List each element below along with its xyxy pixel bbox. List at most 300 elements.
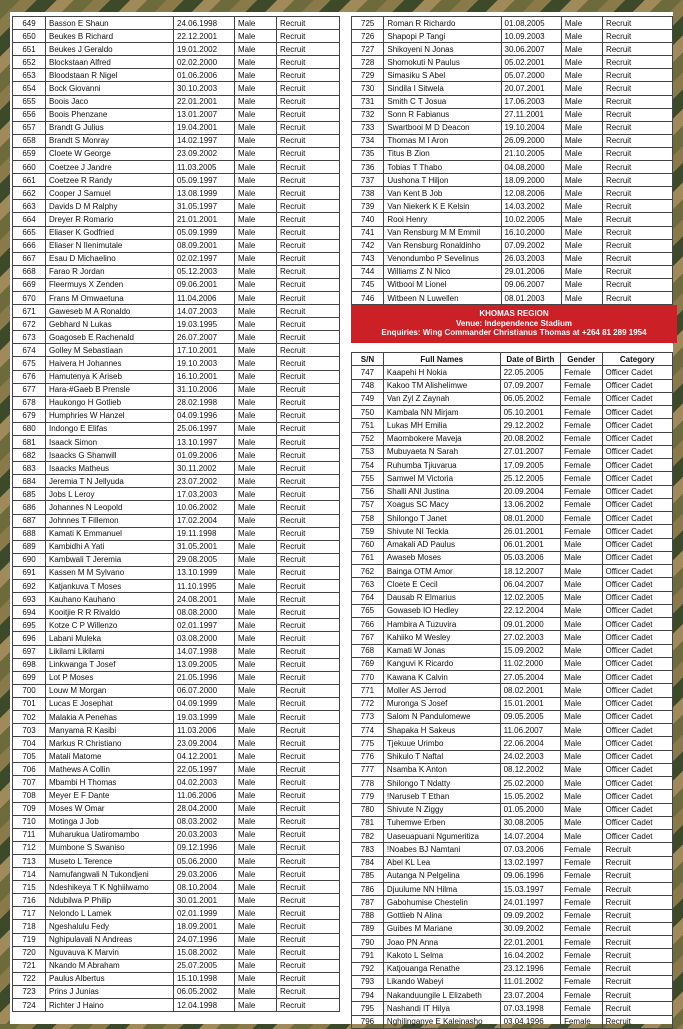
cell-full-name: Smith C T Josua <box>384 95 501 108</box>
cell-full-name: Witbeen N Luwellen <box>384 291 501 304</box>
cell-full-name: Shapopi P Tangi <box>384 30 501 43</box>
cell-gender: Male <box>235 881 277 894</box>
cell-category: Recruit <box>277 239 340 252</box>
cell-date-of-birth: 31.05.1997 <box>174 200 235 213</box>
cell-sn: 786 <box>352 883 384 896</box>
table-row <box>13 841 340 854</box>
cell-full-name: Basson E Shaun <box>46 17 174 30</box>
cell-gender: Male <box>561 147 602 160</box>
cell-category: Recruit <box>602 147 672 160</box>
cell-category: Recruit <box>602 869 673 882</box>
cell-date-of-birth: 08.12.2002 <box>500 763 560 776</box>
cell-date-of-birth: 09.09.2002 <box>500 909 560 922</box>
table-row <box>352 445 673 458</box>
cell-date-of-birth: 05.10.2001 <box>500 406 560 419</box>
table-row <box>352 459 673 472</box>
cell-gender: Female <box>561 406 602 419</box>
cell-category: Recruit <box>602 43 672 56</box>
cell-sn: 742 <box>352 239 384 252</box>
cell-sn: 679 <box>13 409 46 422</box>
cell-category: Officer Cadet <box>602 803 673 816</box>
cell-gender: Female <box>561 512 602 525</box>
cell-date-of-birth: 14.07.2003 <box>174 305 235 318</box>
cell-full-name: Van Kent B Job <box>384 187 501 200</box>
cell-category: Recruit <box>277 645 340 658</box>
cell-category: Recruit <box>277 396 340 409</box>
cell-sn: 726 <box>352 30 384 43</box>
cell-gender: Male <box>235 828 277 841</box>
cell-gender: Male <box>235 999 277 1012</box>
cell-sn: 701 <box>13 697 46 710</box>
table-row <box>352 379 673 392</box>
cell-sn: 658 <box>13 134 46 147</box>
cell-sn: 772 <box>352 697 384 710</box>
cell-sn: 788 <box>352 909 384 922</box>
cell-category: Recruit <box>277 868 340 881</box>
cell-date-of-birth: 13.09.2005 <box>174 658 235 671</box>
cell-gender: Male <box>235 108 277 121</box>
cell-date-of-birth: 14.07.1998 <box>174 645 235 658</box>
cell-full-name: Kakoto L Selma <box>383 949 500 962</box>
cell-category: Recruit <box>277 527 340 540</box>
cell-category: Recruit <box>602 239 672 252</box>
cell-date-of-birth: 08.08.2000 <box>174 606 235 619</box>
cell-full-name: Boois Phenzane <box>46 108 174 121</box>
cell-gender: Male <box>235 553 277 566</box>
cell-category: Recruit <box>602 134 672 147</box>
cell-category: Officer Cadet <box>602 578 673 591</box>
cell-date-of-birth: 14.03.2002 <box>501 200 561 213</box>
table-row <box>352 366 673 379</box>
cell-date-of-birth: 26.07.2007 <box>174 331 235 344</box>
cell-gender: Male <box>561 777 602 790</box>
cell-gender: Female <box>561 366 602 379</box>
cell-sn: 765 <box>352 604 384 617</box>
table-row <box>352 936 673 949</box>
cell-full-name: Katjankuva T Moses <box>46 580 174 593</box>
cell-category: Recruit <box>602 962 673 975</box>
cell-full-name: Rooi Henry <box>384 213 501 226</box>
cell-category: Recruit <box>277 802 340 815</box>
cell-gender: Male <box>561 750 602 763</box>
cell-full-name: Muharukua Uatiromambo <box>46 828 174 841</box>
cell-full-name: Isaack Simon <box>46 436 174 449</box>
cell-date-of-birth: 17.03.2003 <box>174 488 235 501</box>
table-row <box>352 406 673 419</box>
cell-gender: Male <box>561 17 602 30</box>
cell-sn: 659 <box>13 147 46 160</box>
cell-sn: 764 <box>352 591 384 604</box>
cell-full-name: Isaacks G Shanwill <box>46 449 174 462</box>
cell-date-of-birth: 01.05.2000 <box>500 803 560 816</box>
cell-date-of-birth: 11.03.2006 <box>174 724 235 737</box>
cell-category: Recruit <box>602 174 672 187</box>
cell-date-of-birth: 05.06.2000 <box>174 855 235 868</box>
cell-date-of-birth: 25.02.2000 <box>500 777 560 790</box>
cell-gender: Male <box>235 147 277 160</box>
cell-date-of-birth: 29.01.2006 <box>501 265 561 278</box>
cell-full-name: Kambala NN Mirjam <box>383 406 500 419</box>
cell-category: Officer Cadet <box>602 777 673 790</box>
cell-date-of-birth: 04.08.2000 <box>501 161 561 174</box>
table-row <box>352 644 673 657</box>
cell-gender: Male <box>235 396 277 409</box>
cell-category: Recruit <box>277 828 340 841</box>
cell-full-name: Van Rensburg M M Emmil <box>384 226 501 239</box>
table-row <box>13 161 340 174</box>
cell-category: Recruit <box>602 161 672 174</box>
cell-sn: 700 <box>13 684 46 697</box>
cell-gender: Male <box>235 501 277 514</box>
cell-category: Recruit <box>277 671 340 684</box>
cell-category: Recruit <box>277 999 340 1012</box>
cell-date-of-birth: 09.12.1996 <box>174 841 235 854</box>
cell-full-name: Kaapehi H Nokia <box>383 366 500 379</box>
table-row <box>352 657 673 670</box>
cell-date-of-birth: 15.03.1997 <box>500 883 560 896</box>
cell-category: Recruit <box>602 922 673 935</box>
cell-gender: Male <box>235 161 277 174</box>
cell-category: Recruit <box>602 56 672 69</box>
cell-date-of-birth: 26.09.2000 <box>501 134 561 147</box>
cell-sn: 663 <box>13 200 46 213</box>
cell-gender: Female <box>561 909 602 922</box>
table-row <box>352 30 673 43</box>
cell-sn: 702 <box>13 710 46 723</box>
cell-date-of-birth: 23.12.1996 <box>500 962 560 975</box>
cell-category: Recruit <box>277 710 340 723</box>
table-row <box>13 593 340 606</box>
cell-date-of-birth: 28.02.1998 <box>174 396 235 409</box>
table-row <box>13 95 340 108</box>
cell-sn: 660 <box>13 161 46 174</box>
cell-category: Recruit <box>277 697 340 710</box>
cell-full-name: Shilongo T Ndatty <box>383 777 500 790</box>
cell-gender: Male <box>235 776 277 789</box>
table-row <box>352 252 673 265</box>
cell-gender: Female <box>561 936 602 949</box>
cell-category: Recruit <box>602 252 672 265</box>
cell-full-name: Coetzee J Jandre <box>46 161 174 174</box>
table-row <box>352 896 673 909</box>
cell-gender: Male <box>235 658 277 671</box>
cell-full-name: Lucas E Josephat <box>46 697 174 710</box>
cell-gender: Male <box>235 645 277 658</box>
cell-date-of-birth: 19.11.1998 <box>174 527 235 540</box>
cell-full-name: Kambwali T Jeremia <box>46 553 174 566</box>
cell-sn: 689 <box>13 540 46 553</box>
cell-category: Recruit <box>277 370 340 383</box>
cell-category: Recruit <box>277 763 340 776</box>
cell-category: Recruit <box>602 226 672 239</box>
table-row <box>13 344 340 357</box>
cell-full-name: Cloete E Cecil <box>383 578 500 591</box>
cell-date-of-birth: 04.09.1999 <box>174 697 235 710</box>
cell-gender: Male <box>561 200 602 213</box>
cell-sn: 743 <box>352 252 384 265</box>
cell-gender: Male <box>561 578 602 591</box>
table-row <box>13 174 340 187</box>
cell-date-of-birth: 11.06.2006 <box>174 789 235 802</box>
cell-date-of-birth: 22.01.2001 <box>174 95 235 108</box>
cell-category: Recruit <box>277 776 340 789</box>
cell-category: Recruit <box>602 265 672 278</box>
table-row <box>352 565 673 578</box>
cell-category: Recruit <box>277 514 340 527</box>
cell-gender: Male <box>235 475 277 488</box>
cell-gender: Male <box>235 920 277 933</box>
table-row <box>352 174 673 187</box>
cell-category: Officer Cadet <box>602 604 673 617</box>
cell-gender: Male <box>235 985 277 998</box>
cell-sn: 744 <box>352 265 384 278</box>
cell-category: Recruit <box>277 331 340 344</box>
cell-full-name: Shikulo T Naftal <box>383 750 500 763</box>
cell-full-name: Markus R Christiano <box>46 737 174 750</box>
cell-category: Recruit <box>277 43 340 56</box>
table-row <box>13 514 340 527</box>
cell-sn: 758 <box>352 512 384 525</box>
cell-category: Recruit <box>277 213 340 226</box>
cell-gender: Male <box>235 841 277 854</box>
cell-full-name: Simasiku S Abel <box>384 69 501 82</box>
cell-gender: Male <box>235 213 277 226</box>
cell-date-of-birth: 24.01.1997 <box>500 896 560 909</box>
cell-category: Recruit <box>602 949 673 962</box>
cell-gender: Male <box>561 830 602 843</box>
cell-gender: Female <box>561 1002 602 1015</box>
cell-category: Officer Cadet <box>602 565 673 578</box>
cell-gender: Male <box>561 121 602 134</box>
cell-full-name: Guibes M Mariane <box>383 922 500 935</box>
table-row <box>352 43 673 56</box>
table-row <box>352 121 673 134</box>
cell-gender: Male <box>561 565 602 578</box>
table-row <box>352 843 673 856</box>
cell-category: Recruit <box>602 883 673 896</box>
table-row <box>13 147 340 160</box>
cell-category: Recruit <box>602 989 673 1002</box>
cell-category: Officer Cadet <box>602 525 673 538</box>
table-row <box>352 161 673 174</box>
cell-sn: 790 <box>352 936 384 949</box>
cell-full-name: Shivute NI Teckla <box>383 525 500 538</box>
cell-full-name: Thomas M I Aron <box>384 134 501 147</box>
cell-category: Recruit <box>277 724 340 737</box>
cell-sn: 769 <box>352 657 384 670</box>
cell-full-name: Nashandi IT Hilya <box>383 1002 500 1015</box>
cell-sn: 736 <box>352 161 384 174</box>
cell-date-of-birth: 15.10.1998 <box>174 972 235 985</box>
cell-gender: Female <box>561 896 602 909</box>
cell-full-name: Shivute N Ziggy <box>383 803 500 816</box>
cell-sn: 684 <box>13 475 46 488</box>
table-row <box>13 527 340 540</box>
region-title: KHOMAS REGION <box>479 309 549 318</box>
cell-sn: 731 <box>352 95 384 108</box>
cell-full-name: Shomokuti N Paulus <box>384 56 501 69</box>
table-row <box>13 999 340 1012</box>
cell-gender: Male <box>235 710 277 723</box>
table-row <box>13 291 340 304</box>
region-enquiries: Enquiries: Wing Commander Christianus Thomas at +264 81 289 1954 <box>381 328 647 337</box>
cell-gender: Male <box>235 868 277 881</box>
cell-category: Recruit <box>277 553 340 566</box>
cell-date-of-birth: 23.07.2002 <box>174 475 235 488</box>
table-row <box>352 750 673 763</box>
table-row <box>352 56 673 69</box>
newspaper-page <box>10 12 673 1027</box>
cell-sn: 792 <box>352 962 384 975</box>
table-row <box>352 975 673 988</box>
cell-category: Recruit <box>277 815 340 828</box>
cell-sn: 657 <box>13 121 46 134</box>
table-row <box>13 134 340 147</box>
cell-date-of-birth: 19.03.1995 <box>174 318 235 331</box>
cell-date-of-birth: 18.12.2007 <box>500 565 560 578</box>
cell-full-name: Johnnes T Fillemon <box>46 514 174 527</box>
cell-date-of-birth: 07.09.2007 <box>500 379 560 392</box>
header-category: Category <box>602 353 673 366</box>
cell-sn: 730 <box>352 82 384 95</box>
cell-gender: Male <box>235 383 277 396</box>
cell-sn: 720 <box>13 946 46 959</box>
cell-date-of-birth: 07.09.2002 <box>501 239 561 252</box>
cell-category: Recruit <box>602 69 672 82</box>
cell-full-name: Kotze C P Willenzo <box>46 619 174 632</box>
cell-sn: 671 <box>13 305 46 318</box>
table-row <box>13 422 340 435</box>
cell-date-of-birth: 01.06.2006 <box>174 69 235 82</box>
cell-sn: 652 <box>13 56 46 69</box>
cell-gender: Female <box>561 843 602 856</box>
cell-category: Recruit <box>277 972 340 985</box>
recruit-table-right-top <box>351 16 673 305</box>
cell-full-name: Xoagus SC Macy <box>383 498 500 511</box>
cell-date-of-birth: 06.05.2002 <box>500 392 560 405</box>
cell-full-name: Maombokere Maveja <box>383 432 500 445</box>
cell-date-of-birth: 29.03.2006 <box>174 868 235 881</box>
cell-category: Recruit <box>602 291 672 304</box>
cell-category: Officer Cadet <box>602 737 673 750</box>
table-row <box>13 737 340 750</box>
cell-category: Recruit <box>277 69 340 82</box>
cell-full-name: Kamati K Emmanuel <box>46 527 174 540</box>
table-row <box>13 449 340 462</box>
cell-gender: Female <box>561 949 602 962</box>
cell-gender: Male <box>235 278 277 291</box>
cell-sn: 707 <box>13 776 46 789</box>
cell-gender: Male <box>235 121 277 134</box>
cell-full-name: Brandt S Monray <box>46 134 174 147</box>
cell-full-name: Golley M Sebastiaan <box>46 344 174 357</box>
table-row <box>352 278 673 291</box>
cell-sn: 750 <box>352 406 384 419</box>
cell-sn: 649 <box>13 17 46 30</box>
cell-full-name: Shalli ANI Justina <box>383 485 500 498</box>
cell-gender: Male <box>235 894 277 907</box>
table-row <box>352 187 673 200</box>
cell-category: Recruit <box>277 226 340 239</box>
cell-full-name: Hambira A Tuzuvira <box>383 618 500 631</box>
cell-full-name: Mubuyaeta N Sarah <box>383 445 500 458</box>
cell-date-of-birth: 12.02.2005 <box>500 591 560 604</box>
table-row <box>13 985 340 998</box>
cell-sn: 779 <box>352 790 384 803</box>
cell-sn: 653 <box>13 69 46 82</box>
table-row <box>352 591 673 604</box>
cell-sn: 696 <box>13 632 46 645</box>
cell-gender: Male <box>235 750 277 763</box>
table-row <box>352 737 673 750</box>
cell-category: Recruit <box>277 985 340 998</box>
cell-full-name: Fleermuys X Zenden <box>46 278 174 291</box>
cell-category: Recruit <box>277 30 340 43</box>
table-row <box>13 763 340 776</box>
cell-gender: Male <box>235 619 277 632</box>
cell-category: Recruit <box>277 737 340 750</box>
cell-gender: Female <box>561 922 602 935</box>
cell-date-of-birth: 03.04.1996 <box>500 1015 560 1028</box>
cell-category: Officer Cadet <box>602 498 673 511</box>
cell-date-of-birth: 31.10.2006 <box>174 383 235 396</box>
cell-category: Recruit <box>602 856 673 869</box>
cell-sn: 724 <box>13 999 46 1012</box>
cell-sn: 755 <box>352 472 384 485</box>
table-row <box>13 396 340 409</box>
cell-date-of-birth: 24.07.1996 <box>174 933 235 946</box>
cell-full-name: Bock Giovanni <box>46 82 174 95</box>
table-row <box>352 498 673 511</box>
cell-full-name: Eliaser K Godfried <box>46 226 174 239</box>
cell-full-name: Mumbone S Swaniso <box>46 841 174 854</box>
cell-full-name: Motinga J Job <box>46 815 174 828</box>
cell-gender: Male <box>561 226 602 239</box>
cell-full-name: Awaseb Moses <box>383 551 500 564</box>
cell-date-of-birth: 20.07.2001 <box>501 82 561 95</box>
table-row <box>352 578 673 591</box>
table-row <box>13 265 340 278</box>
cell-sn: 725 <box>352 17 384 30</box>
cell-sn: 661 <box>13 174 46 187</box>
cell-sn: 768 <box>352 644 384 657</box>
cell-sn: 711 <box>13 828 46 841</box>
cell-full-name: Esau D Michaelino <box>46 252 174 265</box>
table-row <box>352 200 673 213</box>
cell-sn: 672 <box>13 318 46 331</box>
cell-date-of-birth: 04.12.2001 <box>174 750 235 763</box>
cell-category: Recruit <box>602 121 672 134</box>
cell-sn: 681 <box>13 436 46 449</box>
cell-category: Recruit <box>277 475 340 488</box>
table-row <box>13 658 340 671</box>
cell-date-of-birth: 06.01.2001 <box>500 538 560 551</box>
cell-category: Recruit <box>277 305 340 318</box>
cell-gender: Male <box>235 580 277 593</box>
cell-gender: Male <box>561 265 602 278</box>
table-row <box>352 697 673 710</box>
cell-date-of-birth: 09.06.1996 <box>500 869 560 882</box>
cell-date-of-birth: 21.05.1996 <box>174 671 235 684</box>
cell-sn: 686 <box>13 501 46 514</box>
cell-gender: Male <box>561 69 602 82</box>
cell-sn: 728 <box>352 56 384 69</box>
cell-sn: 682 <box>13 449 46 462</box>
cell-sn: 669 <box>13 278 46 291</box>
table-row <box>13 30 340 43</box>
table-row <box>13 619 340 632</box>
cell-date-of-birth: 10.06.2002 <box>174 501 235 514</box>
